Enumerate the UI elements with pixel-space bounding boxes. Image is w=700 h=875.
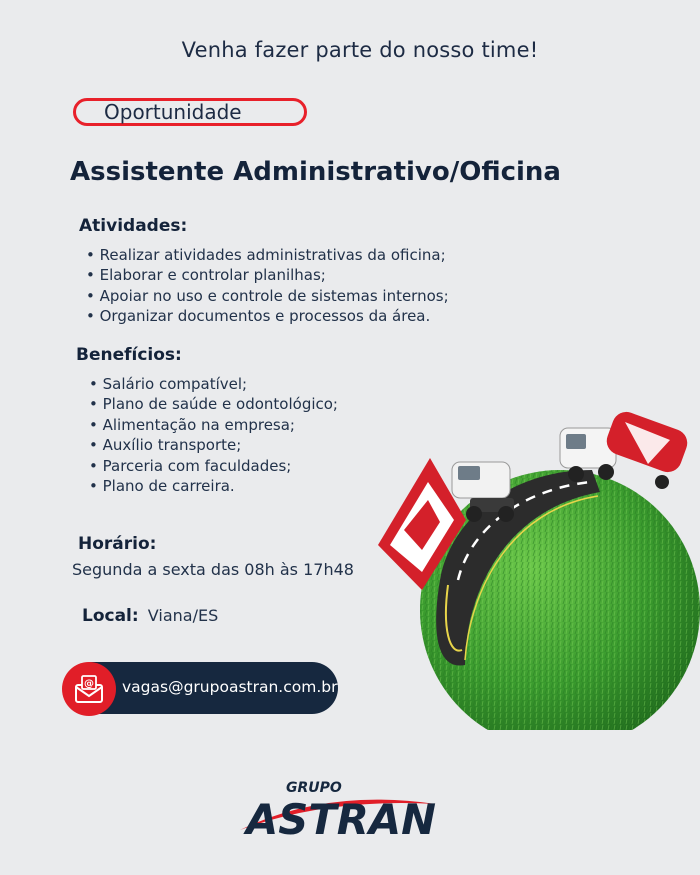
list-item: • Salário compatível; — [89, 374, 338, 394]
svg-text:@: @ — [84, 678, 94, 690]
list-item: • Auxílio transporte; — [89, 435, 338, 455]
job-title: Assistente Administrativo/Oficina — [70, 157, 561, 187]
activities-section — [79, 216, 187, 236]
hours-heading: Horário: — [78, 534, 157, 554]
mail-icon — [73, 674, 105, 704]
globe-trucks-illustration — [370, 400, 700, 730]
hours-text: Segunda a sexta das 08h às 17h48 — [72, 560, 354, 579]
list-item: • Plano de carreira. — [89, 476, 338, 496]
astran-logo — [236, 776, 446, 840]
logo-main-text: ASTRAN — [243, 795, 436, 840]
mail-icon-badge — [62, 662, 116, 716]
benefits-section — [76, 345, 182, 365]
list-item: • Alimentação na empresa; — [89, 415, 338, 435]
list-item: • Organizar documentos e processos da área. — [86, 306, 449, 326]
benefits-heading: Benefícios: — [76, 345, 182, 365]
opportunity-badge: Oportunidade — [73, 98, 307, 126]
tagline: Venha fazer parte do nosso time! — [181, 38, 539, 62]
list-item: • Plano de saúde e odontológico; — [89, 394, 338, 414]
activities-list — [86, 245, 449, 327]
location-value: Viana/ES — [147, 606, 219, 625]
truck-right — [560, 408, 691, 489]
list-item: • Realizar atividades administrativas da oficina; — [86, 245, 449, 265]
email-link[interactable]: vagas@grupoastran.com.br — [122, 678, 338, 696]
activities-heading: Atividades: — [79, 216, 188, 236]
location-row — [82, 606, 218, 626]
list-item: • Elaborar e controlar planilhas; — [86, 265, 449, 285]
list-item: • Parceria com faculdades; — [89, 456, 338, 476]
location-label: Local: — [82, 606, 139, 626]
list-item: • Apoiar no uso e controle de sistemas internos; — [86, 286, 449, 306]
logo-group-text: GRUPO — [286, 780, 342, 796]
benefits-list — [89, 374, 338, 496]
